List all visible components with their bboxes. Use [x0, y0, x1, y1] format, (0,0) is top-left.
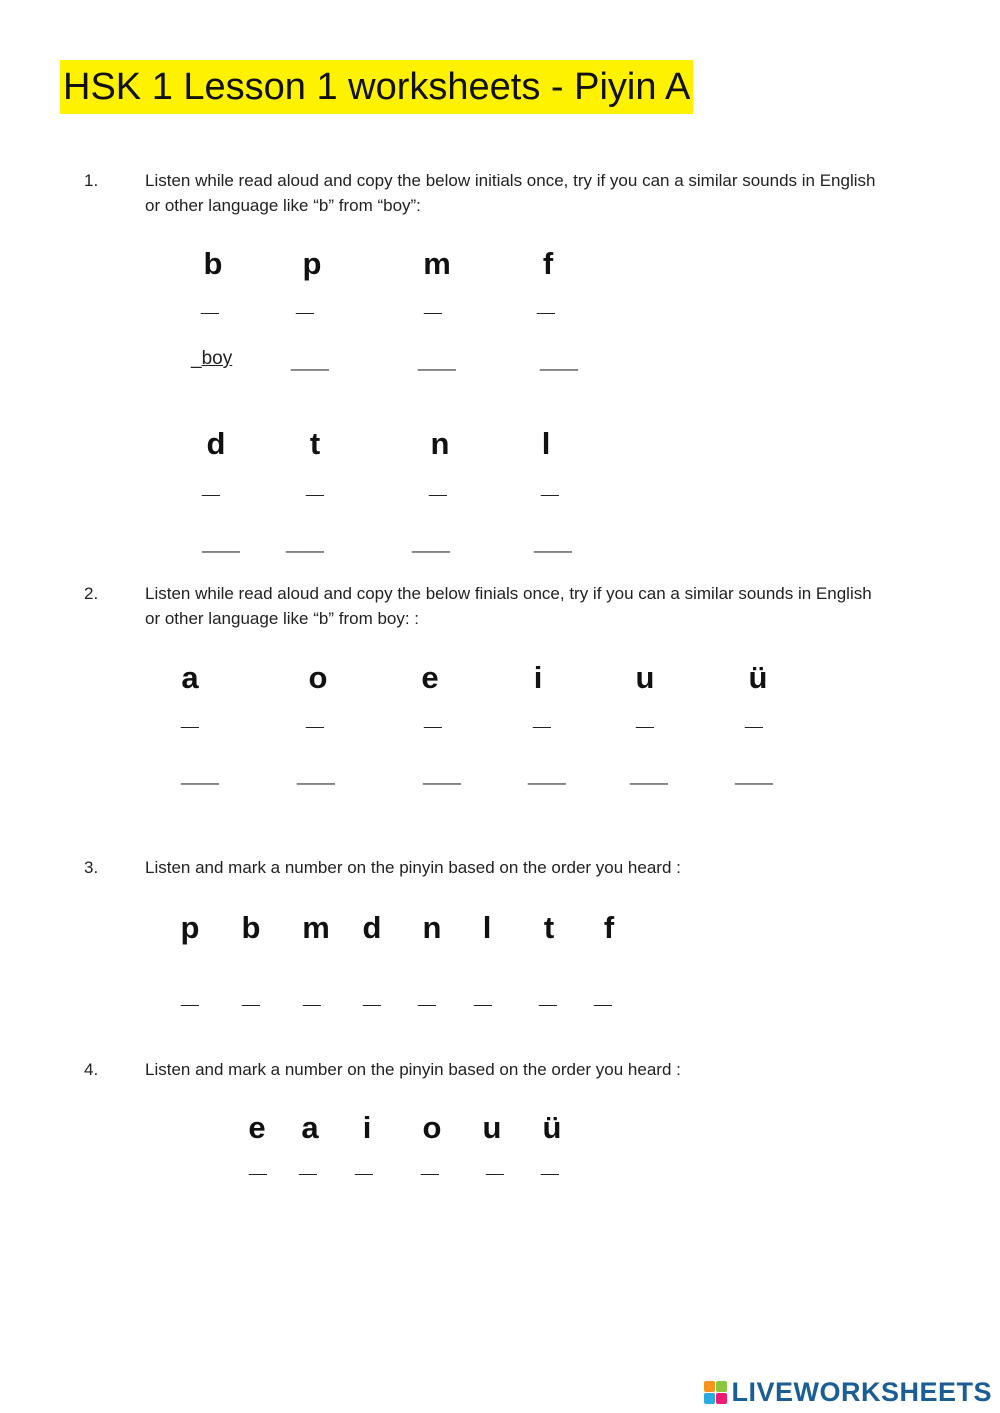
question-3-number: 3. [84, 858, 99, 877]
q1-copy-blank[interactable]: __ [537, 298, 555, 315]
q3-order-blank[interactable]: __ [474, 990, 492, 1007]
q2-sound-blank[interactable]: ____ [735, 766, 773, 785]
page-title: HSK 1 Lesson 1 worksheets - Piyin A [60, 60, 693, 114]
question-2-text-line1: Listen while read aloud and copy the below finials once, try if you can a similar sounds in English [145, 584, 872, 603]
q2-sound-blank[interactable]: ____ [630, 766, 668, 785]
q1-copy-blank[interactable]: __ [429, 480, 447, 497]
q3-letter: l [482, 910, 492, 945]
q1-letter: f [542, 246, 554, 281]
q1-copy-blank[interactable]: __ [296, 298, 314, 315]
q1-copy-blank[interactable]: __ [202, 480, 220, 497]
question-3-text: Listen and mark a number on the pinyin based on the order you heard : [145, 858, 681, 877]
q4-order-blank[interactable]: __ [541, 1159, 559, 1176]
q3-order-blank[interactable]: __ [242, 990, 260, 1007]
logo-square [716, 1393, 727, 1404]
question-2-text-line2: or other language like “b” from boy: : [145, 609, 420, 628]
q3-letter: p [180, 910, 200, 945]
q4-letter: e [248, 1110, 266, 1145]
q2-letter: u [635, 660, 655, 695]
q1-copy-blank[interactable]: __ [201, 298, 219, 315]
liveworksheets-logo-icon [704, 1381, 727, 1404]
question-4-number: 4. [84, 1060, 99, 1079]
q3-order-blank[interactable]: __ [539, 990, 557, 1007]
q2-sound-blank[interactable]: ____ [528, 766, 566, 785]
q1-copy-blank[interactable]: __ [424, 298, 442, 315]
q2-sound-blank[interactable]: ____ [423, 766, 461, 785]
q1-sound-blank[interactable]: ____ [412, 534, 450, 553]
logo-square [704, 1393, 715, 1404]
q4-letter: o [422, 1110, 442, 1145]
q1-example-word: boy [201, 348, 233, 369]
q2-letter: o [308, 660, 328, 695]
q4-order-blank[interactable]: __ [421, 1159, 439, 1176]
q3-letter: d [362, 910, 382, 945]
q1-sound-blank[interactable]: ____ [286, 534, 324, 553]
q1-letter: n [430, 426, 450, 461]
q4-order-blank[interactable]: __ [486, 1159, 504, 1176]
question-1-number: 1. [84, 171, 99, 190]
q2-letter: ü [748, 660, 768, 695]
q2-sound-blank[interactable]: ____ [181, 766, 219, 785]
q3-letter: m [302, 910, 330, 945]
q2-letter: i [533, 660, 543, 695]
q4-letter: ü [542, 1110, 562, 1145]
q1-sound-blank[interactable]: ____ [534, 534, 572, 553]
q1-letter: m [423, 246, 451, 281]
q4-letter: i [362, 1110, 372, 1145]
q1-letter: l [541, 426, 551, 461]
question-1-text-line1: Listen while read aloud and copy the below initials once, try if you can a similar sounds in English [145, 171, 876, 190]
q4-order-blank[interactable]: __ [299, 1159, 317, 1176]
q1-copy-blank[interactable]: __ [541, 480, 559, 497]
q2-copy-blank[interactable]: __ [424, 712, 442, 729]
logo-square [716, 1381, 727, 1392]
q4-order-blank[interactable]: __ [355, 1159, 373, 1176]
q2-copy-blank[interactable]: __ [306, 712, 324, 729]
q1-sound-blank[interactable]: ____ [291, 352, 329, 371]
q2-letter: a [181, 660, 199, 695]
liveworksheets-logo-text: LIVEWORKSHEETS [731, 1376, 992, 1407]
q2-copy-blank[interactable]: __ [533, 712, 551, 729]
q4-letter: a [301, 1110, 319, 1145]
q1-sound-blank[interactable]: ____ [540, 352, 578, 371]
q1-letter: p [302, 246, 322, 281]
question-1-text-line2: or other language like “b” from “boy”: [145, 196, 421, 215]
q2-copy-blank[interactable]: __ [745, 712, 763, 729]
q3-letter: f [603, 910, 615, 945]
q1-copy-blank[interactable]: __ [306, 480, 324, 497]
q4-letter: u [482, 1110, 502, 1145]
liveworksheets-logo [704, 1376, 992, 1407]
q1-letter: b [203, 246, 223, 281]
q1-letter: t [309, 426, 321, 461]
q3-letter: b [241, 910, 261, 945]
q2-sound-blank[interactable]: ____ [297, 766, 335, 785]
q2-copy-blank[interactable]: __ [636, 712, 654, 729]
q2-copy-blank[interactable]: __ [181, 712, 199, 729]
q1-letter: d [206, 426, 226, 461]
q3-letter: n [422, 910, 442, 945]
q3-letter: t [543, 910, 555, 945]
q3-order-blank[interactable]: __ [418, 990, 436, 1007]
q3-order-blank[interactable]: __ [594, 990, 612, 1007]
q1-example-answer[interactable]: _boy [191, 348, 233, 369]
q3-order-blank[interactable]: __ [181, 990, 199, 1007]
q4-order-blank[interactable]: __ [249, 1159, 267, 1176]
question-2-number: 2. [84, 584, 99, 603]
logo-square [704, 1381, 715, 1392]
q1-sound-blank[interactable]: ____ [418, 352, 456, 371]
q3-order-blank[interactable]: __ [363, 990, 381, 1007]
q1-sound-blank[interactable]: ____ [202, 534, 240, 553]
q3-order-blank[interactable]: __ [303, 990, 321, 1007]
question-4-text: Listen and mark a number on the pinyin based on the order you heard : [145, 1060, 681, 1079]
q2-letter: e [421, 660, 439, 695]
